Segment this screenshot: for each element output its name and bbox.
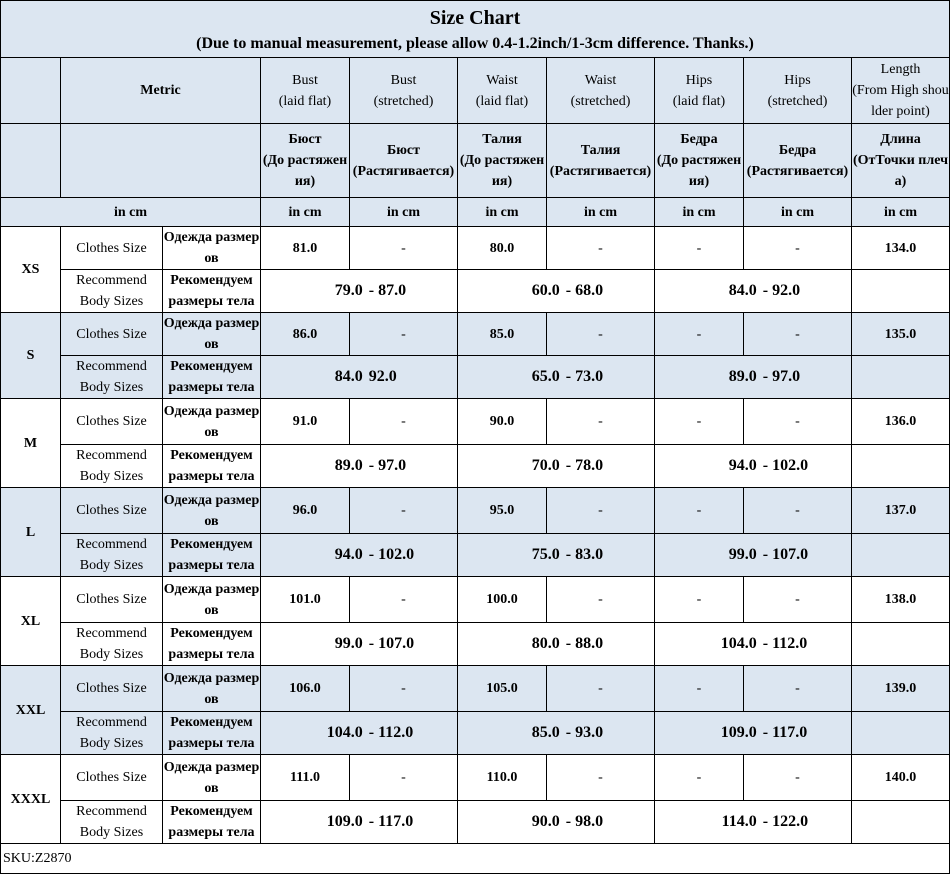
size-label: XL — [1, 577, 61, 666]
column-header-ru-name: Длина — [880, 132, 921, 147]
waist-stretched-value: - — [547, 488, 655, 534]
recommended-length-blank — [852, 712, 950, 755]
size-label: XXXL — [1, 755, 61, 844]
recommended-hips-range-max: - 112.0 — [762, 635, 808, 652]
recommended-bust-range-min: 89.0 — [334, 457, 363, 474]
size-label: M — [1, 399, 61, 488]
waist-stretched-value: - — [547, 313, 655, 356]
recommended-bust-range-values — [261, 544, 457, 565]
recommended-hips-range-min: 84.0 — [728, 282, 757, 299]
recommended-bust-range-values — [261, 455, 457, 476]
recommended-hips-range-max: - 107.0 — [762, 546, 809, 563]
recommend-label-ru-line2: размеры тела — [168, 558, 255, 573]
recommended-hips-range-values — [655, 633, 851, 654]
recommended-bust-range-max: 92.0 — [368, 368, 397, 385]
clothes-size-label-ru: Одежда размеров — [163, 488, 261, 534]
recommend-label-ru-line2: размеры тела — [168, 825, 255, 840]
waist-stretched-value: - — [547, 666, 655, 712]
hips-laid-flat-value: - — [655, 666, 744, 712]
recommended-waist-range — [458, 623, 655, 666]
clothes-size-label-ru: Одежда размеров — [163, 313, 261, 356]
recommend-label-en-line1: Recommend — [76, 537, 147, 552]
recommended-hips-range-max: - 97.0 — [762, 368, 801, 385]
column-header-en-qualifier: (laid flat) — [672, 93, 726, 109]
clothes-size-label-en: Clothes Size — [61, 399, 163, 445]
waist-laid-flat-value: 85.0 — [458, 313, 547, 356]
recommend-label-en-line2: Body Sizes — [79, 294, 144, 309]
size-row-recommend — [1, 623, 950, 666]
column-header-en-name: Waist — [584, 72, 617, 88]
hips-laid-flat-value: - — [655, 313, 744, 356]
recommend-label-ru — [163, 623, 261, 666]
recommended-hips-range-max: - 122.0 — [762, 813, 809, 830]
recommend-label-ru-line1: Рекомендуем — [170, 715, 253, 730]
column-header-ru-name: Талия — [482, 132, 522, 147]
recommend-label-en-line1: Recommend — [76, 359, 147, 374]
recommended-length-blank — [852, 356, 950, 399]
column-header-ru — [458, 124, 547, 198]
size-row-clothes — [1, 399, 950, 445]
waist-laid-flat-value: 80.0 — [458, 227, 547, 270]
clothes-size-label-en: Clothes Size — [61, 488, 163, 534]
recommended-waist-range-values — [458, 811, 654, 832]
recommended-waist-range-max: - 98.0 — [565, 813, 604, 830]
recommend-label-en — [61, 801, 163, 844]
recommend-label-en-line1: Recommend — [76, 715, 147, 730]
recommended-hips-range-max: - 102.0 — [762, 457, 809, 474]
column-unit: in cm — [547, 198, 655, 227]
unit-row — [1, 198, 950, 227]
bust-laid-flat-value: 106.0 — [261, 666, 350, 712]
recommended-hips-range-values — [655, 280, 851, 301]
size-row-recommend — [1, 712, 950, 755]
column-header-ru — [852, 124, 950, 198]
recommended-waist-range — [458, 356, 655, 399]
hips-laid-flat-value: - — [655, 399, 744, 445]
recommended-waist-range-min: 60.0 — [531, 282, 560, 299]
column-header-en — [744, 58, 852, 124]
column-header-ru — [655, 124, 744, 198]
clothes-size-label-ru: Одежда размеров — [163, 755, 261, 801]
bust-laid-flat-value: 86.0 — [261, 313, 350, 356]
recommended-bust-range-max: - 87.0 — [368, 282, 407, 299]
recommend-label-en-line2: Body Sizes — [79, 825, 144, 840]
column-header-ru — [744, 124, 852, 198]
hips-stretched-value: - — [744, 313, 852, 356]
waist-stretched-value: - — [547, 227, 655, 270]
column-header-ru-qualifier: (ОтТочки плеча) — [853, 153, 948, 189]
column-unit: in cm — [350, 198, 458, 227]
recommended-waist-range-max: - 73.0 — [565, 368, 604, 385]
recommended-hips-range-min: 114.0 — [721, 813, 757, 830]
recommended-bust-range-values — [261, 811, 457, 832]
size-row-recommend — [1, 445, 950, 488]
recommended-hips-range-values — [655, 366, 851, 387]
recommended-waist-range-max: - 68.0 — [565, 282, 604, 299]
hips-laid-flat-value: - — [655, 488, 744, 534]
recommend-label-ru-line2: размеры тела — [168, 647, 255, 662]
column-header-ru-name: Бедра — [778, 142, 817, 158]
recommended-length-blank — [852, 270, 950, 313]
recommend-label-ru — [163, 801, 261, 844]
recommended-hips-range — [655, 712, 852, 755]
recommend-label-en-line1: Recommend — [76, 448, 147, 463]
waist-laid-flat-value: 110.0 — [458, 755, 547, 801]
waist-stretched-value: - — [547, 755, 655, 801]
recommended-waist-range-max: - 93.0 — [565, 724, 604, 741]
recommended-hips-range — [655, 445, 852, 488]
recommended-bust-range-max: - 97.0 — [368, 457, 407, 474]
sku-label: SKU:Z2870 — [1, 844, 950, 874]
length-value: 135.0 — [852, 313, 950, 356]
recommended-hips-range-values — [655, 544, 851, 565]
waist-stretched-value: - — [547, 577, 655, 623]
column-header-en-name: Hips — [784, 72, 811, 88]
recommended-bust-range-values — [261, 280, 457, 301]
column-header-en-qualifier: (From High shoulder point) — [852, 83, 949, 119]
column-header-ru-qualifier: (До растяжения) — [656, 153, 742, 189]
hips-stretched-value: - — [744, 488, 852, 534]
recommended-waist-range-min: 90.0 — [531, 813, 560, 830]
column-header-en-qualifier: (stretched) — [570, 93, 631, 109]
header-size-blank-ru — [1, 124, 61, 198]
recommended-hips-range-min: 99.0 — [728, 546, 757, 563]
recommended-hips-range — [655, 623, 852, 666]
recommended-waist-range-min: 75.0 — [531, 546, 560, 563]
recommend-label-ru-line2: размеры тела — [168, 380, 255, 395]
recommended-bust-range — [261, 623, 458, 666]
bust-laid-flat-value: 91.0 — [261, 399, 350, 445]
recommended-hips-range-values — [655, 722, 851, 743]
length-value: 134.0 — [852, 227, 950, 270]
recommended-hips-range — [655, 356, 852, 399]
page-subtitle: (Due to manual measurement, please allow 0.4-1.2inch/1-3cm difference. Thanks.) — [196, 35, 754, 52]
length-value: 136.0 — [852, 399, 950, 445]
column-unit: in cm — [744, 198, 852, 227]
recommend-label-ru — [163, 356, 261, 399]
english-header-row — [1, 58, 950, 124]
bust-laid-flat-value: 101.0 — [261, 577, 350, 623]
recommended-hips-range — [655, 270, 852, 313]
recommended-waist-range-max: - 83.0 — [565, 546, 604, 563]
recommended-waist-range-max: - 78.0 — [565, 457, 604, 474]
recommended-bust-range-values — [261, 366, 457, 387]
title-row — [1, 1, 950, 58]
clothes-size-label-en: Clothes Size — [61, 666, 163, 712]
column-header-ru-qualifier: (До растяжения) — [459, 153, 545, 189]
recommended-waist-range-values — [458, 722, 654, 743]
recommended-hips-range-min: 94.0 — [728, 457, 757, 474]
column-header-en — [852, 58, 950, 124]
size-row-clothes — [1, 488, 950, 534]
bust-laid-flat-value: 81.0 — [261, 227, 350, 270]
recommended-length-blank — [852, 534, 950, 577]
recommend-label-en — [61, 445, 163, 488]
hips-stretched-value: - — [744, 577, 852, 623]
waist-laid-flat-value: 95.0 — [458, 488, 547, 534]
recommended-bust-range — [261, 445, 458, 488]
column-header-en-qualifier: (laid flat) — [278, 93, 332, 109]
size-label: XS — [1, 227, 61, 313]
recommended-hips-range-values — [655, 811, 851, 832]
recommended-bust-range-min: 104.0 — [326, 724, 363, 741]
recommended-bust-range — [261, 534, 458, 577]
recommended-hips-range-values — [655, 455, 851, 476]
size-row-recommend — [1, 356, 950, 399]
hips-stretched-value: - — [744, 227, 852, 270]
column-header-en-name: Bust — [390, 72, 417, 88]
column-header-ru-qualifier: (Растягивается) — [352, 163, 455, 179]
recommended-bust-range-values — [261, 633, 457, 654]
bust-stretched-value: - — [350, 666, 458, 712]
recommended-bust-range-min: 99.0 — [334, 635, 363, 652]
recommend-label-en-line2: Body Sizes — [79, 736, 144, 751]
clothes-size-label-en: Clothes Size — [61, 577, 163, 623]
bust-stretched-value: - — [350, 399, 458, 445]
recommended-bust-range-max: - 112.0 — [368, 724, 414, 741]
column-header-en-name: Waist — [486, 72, 518, 88]
recommended-hips-range-max: - 92.0 — [762, 282, 801, 299]
column-header-en-name: Hips — [685, 72, 713, 88]
column-header-ru-qualifier: (Растягивается) — [549, 163, 652, 179]
footer-row — [1, 844, 950, 874]
recommend-label-ru-line2: размеры тела — [168, 736, 255, 751]
recommend-label-ru — [163, 445, 261, 488]
recommended-hips-range-min: 89.0 — [728, 368, 757, 385]
recommend-label-en-line1: Recommend — [76, 273, 147, 288]
size-label: L — [1, 488, 61, 577]
recommended-bust-range — [261, 801, 458, 844]
column-header-ru-name: Бедра — [680, 132, 718, 147]
recommend-label-en — [61, 534, 163, 577]
recommended-waist-range-min: 85.0 — [531, 724, 560, 741]
column-header-en-name: Length — [880, 62, 921, 77]
recommend-label-en-line2: Body Sizes — [79, 469, 144, 484]
bust-stretched-value: - — [350, 577, 458, 623]
title-cell — [1, 1, 950, 58]
recommended-hips-range — [655, 534, 852, 577]
recommended-length-blank — [852, 623, 950, 666]
recommend-label-ru — [163, 712, 261, 755]
hips-stretched-value: - — [744, 755, 852, 801]
header-size-blank — [1, 58, 61, 124]
recommended-waist-range — [458, 712, 655, 755]
bust-stretched-value: - — [350, 755, 458, 801]
length-value: 138.0 — [852, 577, 950, 623]
column-header-ru-name: Бюст — [288, 132, 322, 147]
recommended-hips-range-max: - 117.0 — [762, 724, 808, 741]
recommended-bust-range-max: - 107.0 — [368, 635, 415, 652]
bust-stretched-value: - — [350, 313, 458, 356]
recommended-waist-range — [458, 801, 655, 844]
recommend-label-en-line1: Recommend — [76, 626, 147, 641]
column-header-en-qualifier: (stretched) — [767, 93, 828, 109]
size-row-clothes — [1, 755, 950, 801]
column-header-ru — [350, 124, 458, 198]
column-unit: in cm — [458, 198, 547, 227]
recommended-waist-range-min: 80.0 — [531, 635, 560, 652]
recommend-label-ru-line1: Рекомендуем — [170, 804, 253, 819]
bust-stretched-value: - — [350, 488, 458, 534]
waist-laid-flat-value: 105.0 — [458, 666, 547, 712]
column-header-en — [261, 58, 350, 124]
recommended-waist-range — [458, 270, 655, 313]
column-header-en — [655, 58, 744, 124]
hips-laid-flat-value: - — [655, 755, 744, 801]
page-title: Size Chart — [429, 7, 521, 29]
recommended-waist-range-min: 70.0 — [531, 457, 560, 474]
recommended-bust-range-min: 79.0 — [334, 282, 363, 299]
hips-laid-flat-value: - — [655, 577, 744, 623]
recommended-bust-range-values — [261, 722, 457, 743]
recommend-label-ru-line1: Рекомендуем — [170, 448, 253, 463]
hips-stretched-value: - — [744, 666, 852, 712]
bust-laid-flat-value: 96.0 — [261, 488, 350, 534]
size-row-clothes — [1, 577, 950, 623]
recommend-label-ru-line2: размеры тела — [168, 294, 255, 309]
size-row-clothes — [1, 666, 950, 712]
recommend-label-ru-line1: Рекомендуем — [170, 537, 253, 552]
column-header-ru-name: Бюст — [386, 142, 421, 158]
size-row-clothes — [1, 227, 950, 270]
recommended-bust-range-min: 109.0 — [326, 813, 363, 830]
clothes-size-label-ru: Одежда размеров — [163, 577, 261, 623]
recommended-waist-range — [458, 445, 655, 488]
clothes-size-label-en: Clothes Size — [61, 227, 163, 270]
recommend-label-en-line2: Body Sizes — [79, 558, 144, 573]
recommended-hips-range — [655, 801, 852, 844]
length-value: 139.0 — [852, 666, 950, 712]
clothes-size-label-ru: Одежда размеров — [163, 399, 261, 445]
size-row-recommend — [1, 534, 950, 577]
recommend-label-en — [61, 356, 163, 399]
column-header-ru-qualifier: (До растяжения) — [262, 153, 348, 189]
recommended-bust-range-min: 94.0 — [334, 546, 363, 563]
column-header-en-qualifier: (stretched) — [373, 93, 434, 109]
recommend-label-en-line1: Recommend — [76, 804, 147, 819]
recommend-label-en — [61, 270, 163, 313]
recommended-waist-range-min: 65.0 — [531, 368, 560, 385]
column-header-en — [547, 58, 655, 124]
recommended-length-blank — [852, 445, 950, 488]
metric-unit-label: in cm — [1, 198, 261, 227]
length-value: 140.0 — [852, 755, 950, 801]
hips-stretched-value: - — [744, 399, 852, 445]
recommended-hips-range-min: 104.0 — [720, 635, 757, 652]
bust-stretched-value: - — [350, 227, 458, 270]
recommended-bust-range-max: - 117.0 — [368, 813, 414, 830]
column-unit: in cm — [261, 198, 350, 227]
clothes-size-label-ru: Одежда размеров — [163, 666, 261, 712]
russian-header-row — [1, 124, 950, 198]
recommended-bust-range-min: 84.0 — [334, 368, 363, 385]
recommended-bust-range — [261, 712, 458, 755]
recommend-label-en — [61, 623, 163, 666]
size-row-recommend — [1, 270, 950, 313]
length-value: 137.0 — [852, 488, 950, 534]
recommend-label-en-line2: Body Sizes — [79, 380, 144, 395]
column-header-en — [458, 58, 547, 124]
size-label: XXL — [1, 666, 61, 755]
recommended-waist-range-values — [458, 633, 654, 654]
recommended-waist-range-values — [458, 455, 654, 476]
column-header-ru-qualifier: (Растягивается) — [746, 163, 849, 179]
waist-laid-flat-value: 90.0 — [458, 399, 547, 445]
recommend-label-ru-line1: Рекомендуем — [170, 273, 253, 288]
clothes-size-label-en: Clothes Size — [61, 755, 163, 801]
bust-laid-flat-value: 111.0 — [261, 755, 350, 801]
clothes-size-label-en: Clothes Size — [61, 313, 163, 356]
recommended-waist-range-max: - 88.0 — [565, 635, 604, 652]
recommended-bust-range — [261, 356, 458, 399]
recommend-label-ru-line1: Рекомендуем — [170, 626, 253, 641]
recommended-hips-range-min: 109.0 — [720, 724, 757, 741]
waist-laid-flat-value: 100.0 — [458, 577, 547, 623]
recommend-label-ru — [163, 270, 261, 313]
recommend-label-en-line2: Body Sizes — [79, 647, 144, 662]
size-label: S — [1, 313, 61, 399]
column-header-ru-name: Талия — [580, 142, 621, 158]
recommended-length-blank — [852, 801, 950, 844]
column-header-en-qualifier: (laid flat) — [475, 93, 529, 109]
column-unit: in cm — [852, 198, 950, 227]
recommended-waist-range-values — [458, 280, 654, 301]
recommended-bust-range-max: - 102.0 — [368, 546, 415, 563]
recommend-label-ru-line2: размеры тела — [168, 469, 255, 484]
recommended-waist-range-values — [458, 366, 654, 387]
recommended-waist-range-values — [458, 544, 654, 565]
metric-label: Metric — [61, 58, 261, 124]
size-row-clothes — [1, 313, 950, 356]
column-header-ru — [547, 124, 655, 198]
hips-laid-flat-value: - — [655, 227, 744, 270]
recommended-waist-range — [458, 534, 655, 577]
column-unit: in cm — [655, 198, 744, 227]
recommend-label-ru-line1: Рекомендуем — [170, 359, 253, 374]
clothes-size-label-ru: Одежда размеров — [163, 227, 261, 270]
size-row-recommend — [1, 801, 950, 844]
column-header-en-name: Bust — [292, 72, 318, 88]
column-header-ru — [261, 124, 350, 198]
column-header-en — [350, 58, 458, 124]
recommend-label-en — [61, 712, 163, 755]
waist-stretched-value: - — [547, 399, 655, 445]
recommend-label-ru — [163, 534, 261, 577]
recommended-bust-range — [261, 270, 458, 313]
metric-label-blank-ru — [61, 124, 261, 198]
